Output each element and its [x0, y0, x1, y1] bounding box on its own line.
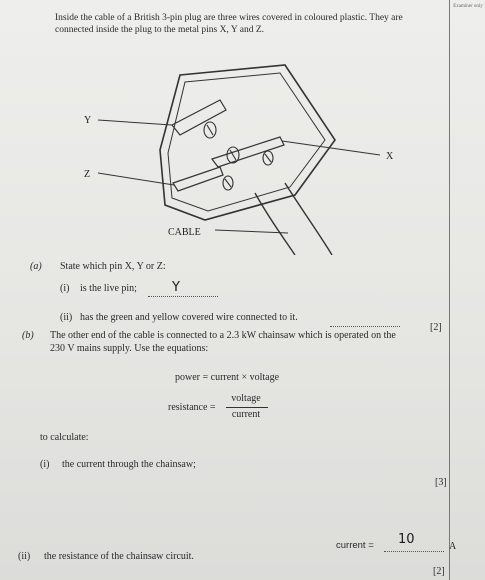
- examiner-column: [449, 0, 485, 580]
- part-b-line-1: The other end of the cable is connected to a 2.3 kW chainsaw which is operated on the: [50, 330, 396, 341]
- plug-outline: [160, 65, 335, 220]
- equation-resistance-denominator: current: [231, 409, 261, 420]
- equation-resistance-label: resistance =: [168, 402, 216, 413]
- equation-resistance-numerator: voltage: [231, 393, 261, 404]
- part-a-i-marker: (i): [60, 283, 70, 294]
- label-x: X: [386, 151, 394, 162]
- equation-power: power = current × voltage: [175, 372, 280, 383]
- pointer-y: [98, 120, 172, 125]
- cable-left: [255, 193, 295, 255]
- to-calculate: to calculate:: [40, 432, 89, 443]
- part-a-ii-text: has the green and yellow covered wire connected to it.: [80, 312, 298, 323]
- part-b-ii-marks: [2]: [433, 566, 445, 577]
- examiner-label: Examiner only: [453, 4, 483, 9]
- plug-inner-outline: [168, 73, 325, 211]
- part-a-ii-answer-line[interactable]: [330, 326, 400, 327]
- label-cable: CABLE: [168, 227, 201, 238]
- part-b-i-text: the current through the chainsaw;: [62, 459, 196, 470]
- cable-right: [285, 183, 332, 255]
- part-b-ii-marker: (ii): [18, 551, 31, 562]
- intro-line-2: connected inside the plug to the metal pins X, Y and Z.: [55, 25, 265, 35]
- current-answer-line[interactable]: [384, 551, 444, 552]
- part-b-ii-text: the resistance of the chainsaw circuit.: [44, 551, 194, 562]
- part-b-line-2: 230 V mains supply. Use the equations:: [50, 343, 209, 354]
- pin-z: [173, 167, 223, 191]
- part-a-marker: (a): [30, 261, 42, 272]
- part-b-marker: (b): [22, 330, 34, 341]
- part-a-question: State which pin X, Y or Z:: [60, 261, 166, 272]
- pin-x: [212, 137, 284, 167]
- part-a-i-answer-line[interactable]: [148, 296, 218, 297]
- label-z: Z: [84, 169, 91, 180]
- fraction-bar: [226, 407, 268, 408]
- current-label: current =: [336, 540, 374, 551]
- current-answer: 10: [398, 532, 415, 547]
- part-b-i-marker: (i): [40, 459, 50, 470]
- part-a-marks: [2]: [430, 322, 442, 333]
- intro-line-1: Inside the cable of a British 3-pin plug are three wires covered in coloured plastic. They are: [55, 13, 403, 23]
- plug-diagram: [70, 55, 410, 255]
- pointer-x: [282, 141, 380, 155]
- part-a-i-answer: Y: [172, 280, 180, 295]
- part-a-i-text: is the live pin;: [80, 283, 137, 294]
- current-unit: A: [449, 541, 457, 552]
- pointer-cable: [215, 230, 288, 233]
- label-y: Y: [84, 115, 92, 126]
- part-b-i-marks: [3]: [435, 477, 447, 488]
- part-a-ii-marker: (ii): [60, 312, 73, 323]
- pin-y: [172, 100, 226, 135]
